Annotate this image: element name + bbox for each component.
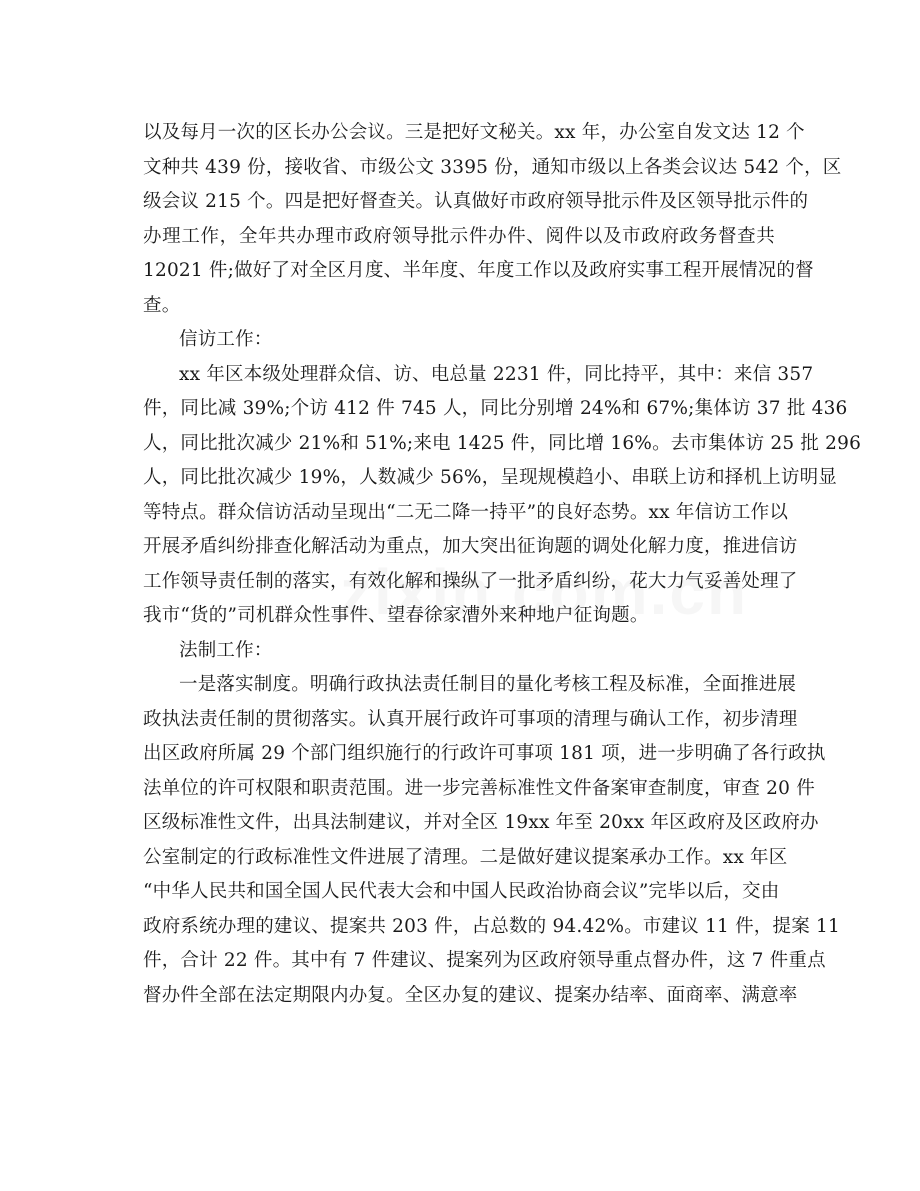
text-line: xx 年区本级处理群众信、访、电总量 2231 件，同比持平，其中：来信 357 — [179, 363, 814, 385]
text-line: 件，同比减 39%;个访 412 件 745 人，同比分别增 24%和 67%;集体访 37 批 436 — [143, 398, 848, 419]
text-line: 12021 件;做好了对全区月度、半年度、年度工作以及政府实事工程开展情况的督 — [143, 260, 814, 281]
text-line: 等特点。群众信访活动呈现出“二无二降一持平”的良好态势。xx 年信访工作以 — [143, 501, 789, 523]
text-line: 政执法责任制的贯彻落实。认真开展行政许可事项的清理与确认工作，初步清理 — [143, 708, 798, 730]
text-line: 文种共 439 份，接收省、市级公文 3395 份，通知市级以上各类会议达 542 个，区 — [143, 156, 842, 178]
text-line: 开展矛盾纠纷排查化解活动为重点，加大突出征询题的调处化解力度，推进信访 — [143, 536, 798, 557]
text-line: 公室制定的行政标准性文件进展了清理。二是做好建议提案承办工作。xx 年区 — [143, 846, 788, 868]
section-heading-legal: 法制工作： — [179, 639, 273, 661]
section-heading-petition: 信访工作： — [179, 329, 273, 350]
text-line: 区级标准性文件，出具法制建议，并对全区 19xx 年至 20xx 年区政府及区政府办 — [143, 812, 819, 833]
text-line: “中华人民共和国全国人民代表大会和中国人民政治协商会议”完毕以后，交由 — [143, 881, 780, 902]
text-line: 查。 — [143, 294, 181, 316]
text-line: 办理工作，全年共办理市政府领导批示件办件、阅件以及市政府政务督查共 — [143, 225, 775, 247]
text-line: 工作领导责任制的落实，有效化解和操纵了一批矛盾纠纷，花大力气妥善处理了 — [143, 570, 798, 592]
text-line: 法单位的许可权限和职责范围。进一步完善标准性文件备案审查制度，审查 20 件 — [143, 777, 815, 799]
text-line: 出区政府所属 29 个部门组织施行的行政许可事项 181 项，进一步明确了各行政执 — [143, 743, 826, 764]
text-line: 人，同比批次减少 19%，人数减少 56%，呈现规模趋小、串联上访和择机上访明显 — [143, 467, 838, 488]
document-body — [143, 116, 862, 1013]
text-line: 以及每月一次的区长办公会议。三是把好文秘关。xx 年，办公室自发文达 12 个 — [143, 122, 805, 143]
text-line: 督办件全部在法定期限内办复。全区办复的建议、提案办结率、面商率、满意率 — [143, 984, 798, 1006]
text-line: 人，同比批次减少 21%和 51%;来电 1425 件，同比增 16%。去市集体访 25 批 296 — [143, 432, 862, 454]
text-line: 我市“货的”司机群众性事件、望春徐家漕外来种地户征询题。 — [143, 605, 649, 626]
text-line: 件，合计 22 件。其中有 7 件建议、提案列为区政府领导重点督办件，这 7 件重点 — [143, 950, 826, 971]
text-line: 政府系统办理的建议、提案共 203 件，占总数的 94.42%。市建议 11 件，提案 11 — [143, 915, 840, 937]
text-line: 级会议 215 个。四是把好督查关。认真做好市政府领导批示件及区领导批示件的 — [143, 191, 809, 212]
text-line: 一是落实制度。明确行政执法责任制目的量化考核工程及标准，全面推进展 — [179, 674, 797, 695]
